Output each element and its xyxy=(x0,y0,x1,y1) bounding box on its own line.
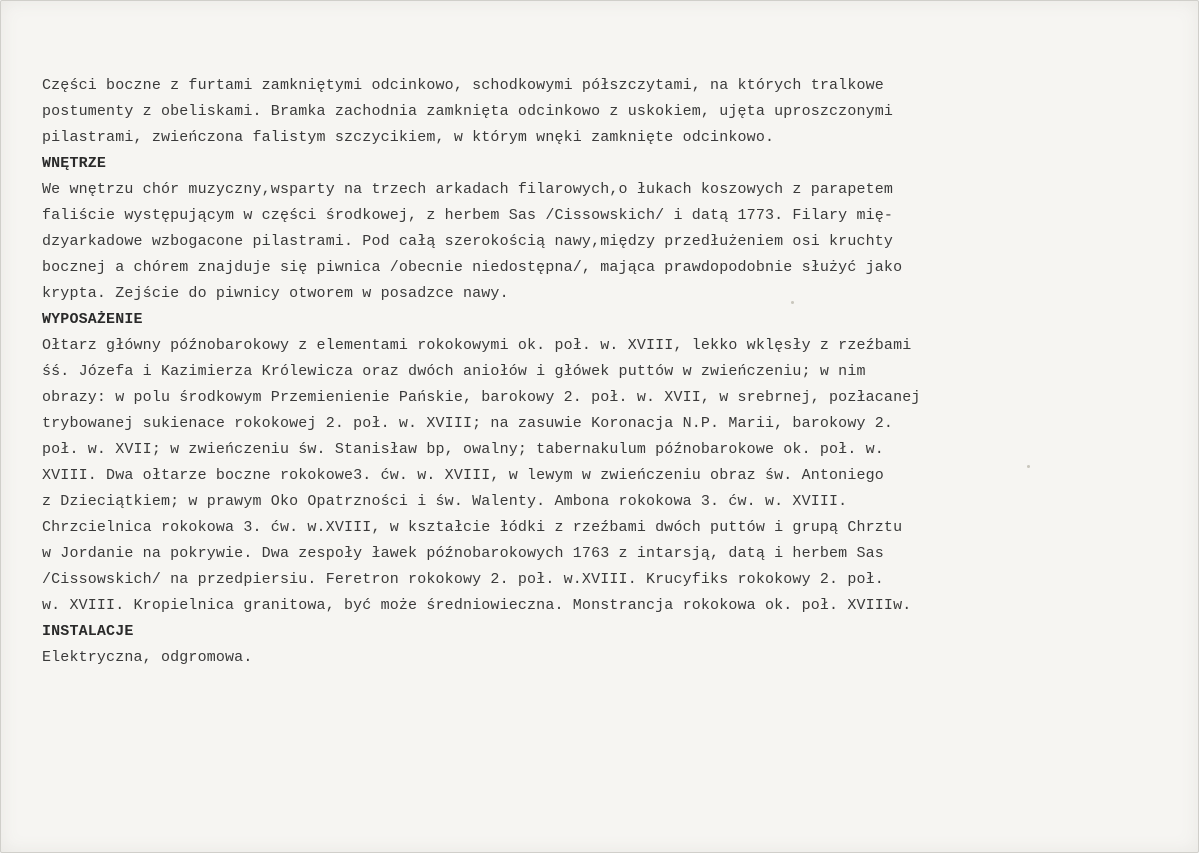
intro-line-2: postumenty z obeliskami. Bramka zachodnia zamknięta odcinkowo z uskokiem, ujęta uproszczonymi xyxy=(42,103,894,120)
wyposazenie-line-9: w Jordanie na pokrywie. Dwa zespoły ławek późnobarokowych 1763 z intarsją, datą i herbem Sas xyxy=(42,545,884,562)
wnetrze-line-4: bocznej a chórem znajduje się piwnica /obecnie niedostępna/, mająca prawdopodobnie służyć jako xyxy=(42,259,903,276)
paper-speck xyxy=(791,301,794,304)
wyposazenie-line-6: XVIII. Dwa ołtarze boczne rokokowe3. ćw. w. XVIII, w lewym w zwieńczeniu obraz św. Antoniego xyxy=(42,467,884,484)
intro-line-3: pilastrami, zwieńczona falistym szczycikiem, w którym wnęki zamknięte odcinkowo. xyxy=(42,129,775,146)
wyposazenie-line-7: z Dzieciątkiem; w prawym Oko Opatrzności i św. Walenty. Ambona rokokowa 3. ćw. w. XVIII. xyxy=(42,493,848,510)
wyposazenie-line-4: trybowanej sukienace rokokowej 2. poł. w. XVIII; na zasuwie Koronacja N.P. Marii, barokowy 2. xyxy=(42,415,894,432)
heading-instalacje: INSTALACJE xyxy=(42,623,134,640)
wnetrze-line-1: We wnętrzu chór muzyczny,wsparty na trzech arkadach filarowych,o łukach koszowych z parapetem xyxy=(42,181,894,198)
wyposazenie-line-3: obrazy: w polu środkowym Przemienienie Pańskie, barokowy 2. poł. w. XVII, w srebrnej, pozłacanej xyxy=(42,389,921,406)
document-body xyxy=(42,73,1162,671)
wyposazenie-line-10: /Cissowskich/ na przedpiersiu. Feretron rokokowy 2. poł. w.XVIII. Krucyfiks rokokowy 2. poł. xyxy=(42,571,884,588)
wnetrze-line-5: krypta. Zejście do piwnicy otworem w posadzce nawy. xyxy=(42,285,509,302)
intro-line-1: Części boczne z furtami zamkniętymi odcinkowo, schodkowymi półszczytami, na których tralkowe xyxy=(42,77,884,94)
wyposazenie-line-5: poł. w. XVII; w zwieńczeniu św. Stanisław bp, owalny; tabernakulum późnobarokowe ok. poł. w. xyxy=(42,441,884,458)
wnetrze-line-2: faliście występującym w części środkowej, z herbem Sas /Cissowskich/ i datą 1773. Filary mię- xyxy=(42,207,894,224)
wyposazenie-line-11: w. XVIII. Kropielnica granitowa, być może średniowieczna. Monstrancja rokokowa ok. poł. XVIIIw. xyxy=(42,597,912,614)
instalacje-line-1: Elektryczna, odgromowa. xyxy=(42,649,253,666)
wyposazenie-line-2: śś. Józefa i Kazimierza Królewicza oraz dwóch aniołów i główek puttów w zwieńczeniu; w nim xyxy=(42,363,866,380)
wyposazenie-line-1: Ołtarz główny późnobarokowy z elementami rokokowymi ok. poł. w. XVIII, lekko wklęsły z rzeźbami xyxy=(42,337,912,354)
paper-speck xyxy=(1027,465,1030,468)
heading-wnetrze: WNĘTRZE xyxy=(42,155,107,172)
wnetrze-line-3: dzyarkadowe wzbogacone pilastrami. Pod całą szerokością nawy,między przedłużeniem osi kruchty xyxy=(42,233,894,250)
heading-wyposazenie: WYPOSAŻENIE xyxy=(42,311,143,328)
wyposazenie-line-8: Chrzcielnica rokokowa 3. ćw. w.XVIII, w kształcie łódki z rzeźbami dwóch puttów i grupą Chrztu xyxy=(42,519,903,536)
